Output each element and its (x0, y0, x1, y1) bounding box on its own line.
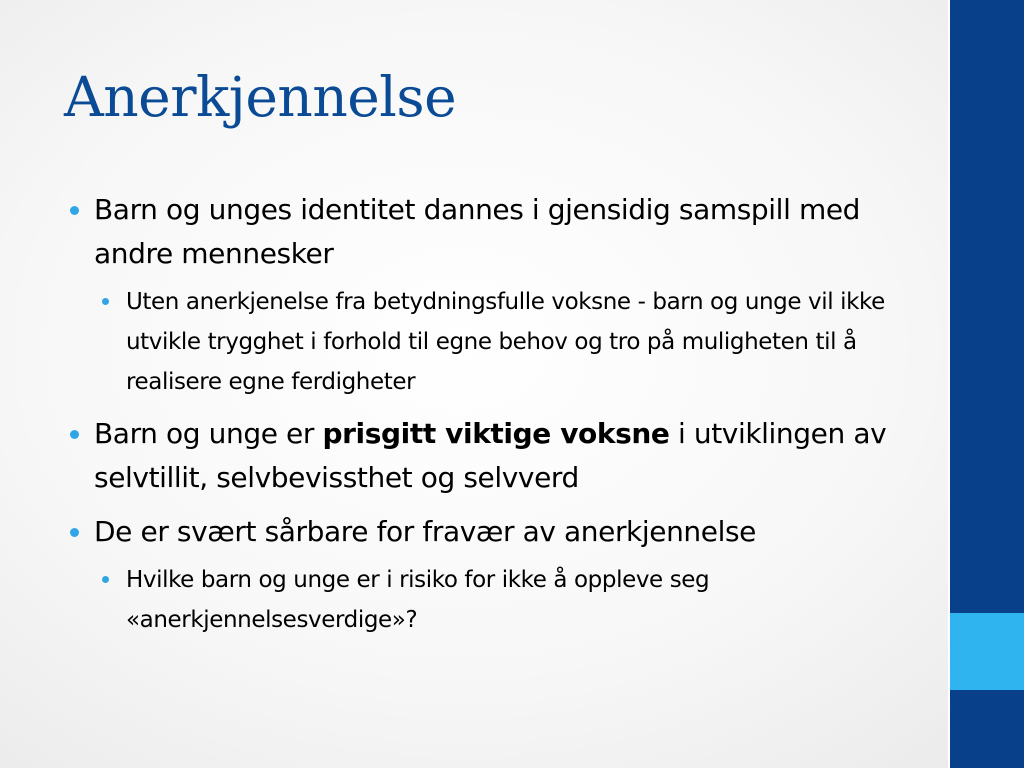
sub-bullet-list-3 (94, 560, 924, 640)
bullet-text-2-before: Barn og unge er (94, 417, 323, 450)
sub-bullet-text-3: Hvilke barn og unge er i risiko for ikke å oppleve seg «anerkjennelsesverdige»? (126, 567, 710, 633)
bullet-text-3: De er svært sårbare for fravær av anerkjennelse (94, 515, 756, 548)
slide-title: Anerkjennelse (64, 65, 457, 129)
slide-body (64, 188, 924, 650)
sub-bullet-list-1 (94, 282, 924, 402)
bullet-list (64, 188, 924, 640)
sub-bullet-item-3 (94, 560, 924, 640)
bullet-item-3 (64, 510, 924, 640)
bullet-text-2-after: i utviklingen av selvtillit, selvbevissthet og selvverd (94, 417, 887, 494)
side-accent-decoration (948, 613, 1024, 690)
bullet-text-1: Barn og unges identitet dannes i gjensidig samspill med andre mennesker (94, 193, 861, 270)
bullet-dot-icon (70, 528, 79, 537)
bullet-item-1 (64, 188, 924, 402)
sub-bullet-item-1 (94, 282, 924, 402)
bullet-text-2-bold: prisgitt viktige voksne (322, 417, 670, 450)
bullet-item-2 (64, 412, 924, 500)
sub-bullet-dot-icon (102, 576, 109, 583)
sub-bullet-dot-icon (102, 298, 109, 305)
bullet-dot-icon (70, 206, 79, 215)
bullet-dot-icon (70, 430, 79, 439)
sub-bullet-text-1: Uten anerkjenelse fra betydningsfulle voksne - barn og unge vil ikke utvikle trygghet i forhold til egne behov og tro på muligheten til å realisere egne ferdigheter (126, 289, 885, 395)
